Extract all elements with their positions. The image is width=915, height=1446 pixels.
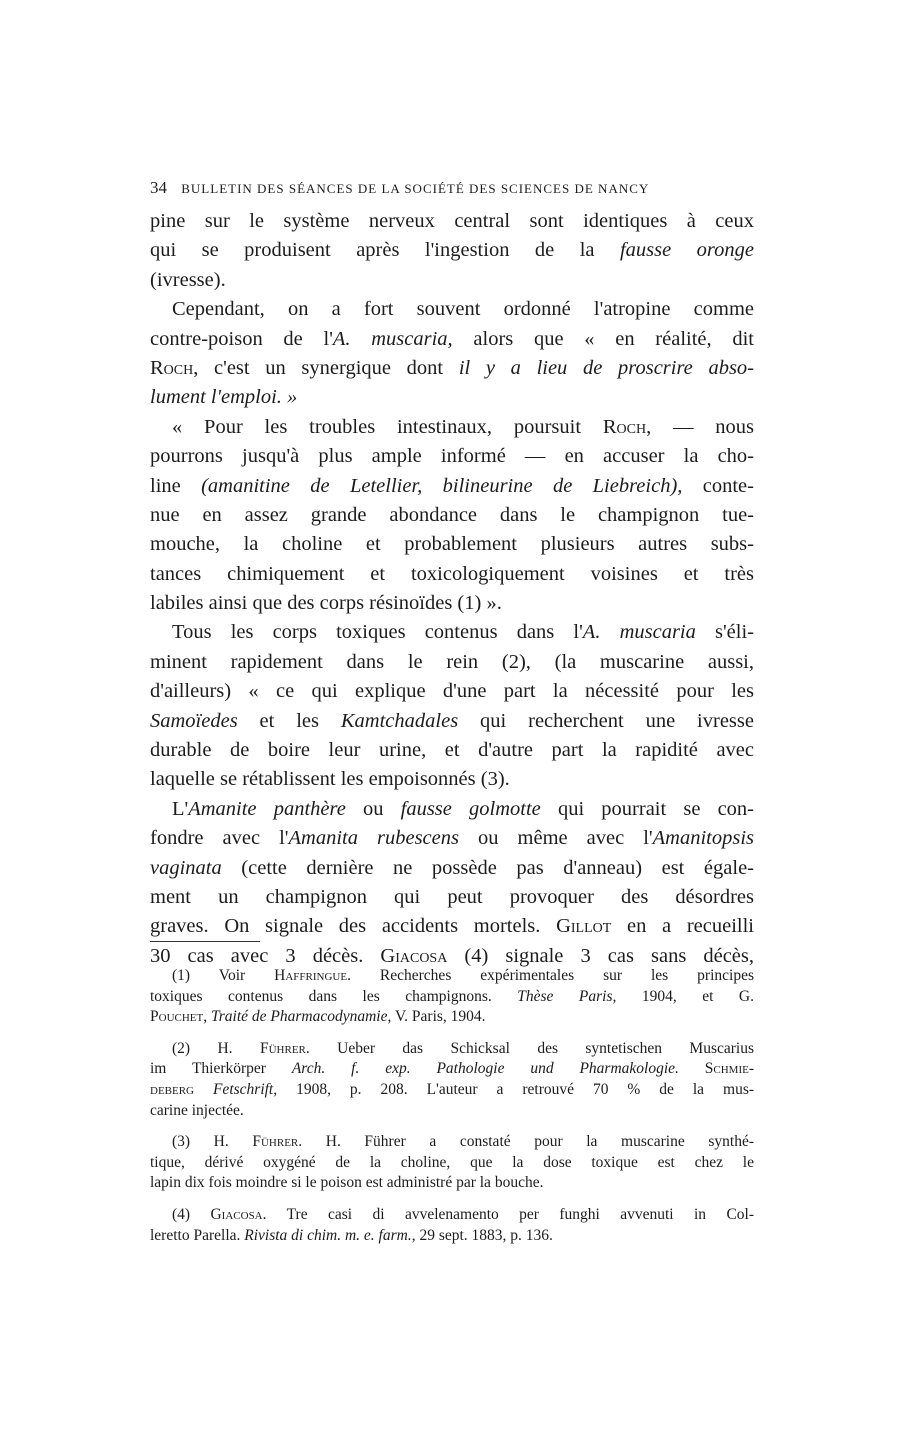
text-line: contre-poison de l'A. muscaria, alors que « en réalité, dit [150, 327, 754, 350]
author-name: Gillot [556, 915, 612, 938]
text-line: d'ailleurs) « ce qui explique d'une part la nécessité pour les [150, 680, 754, 703]
footnote-1: (1) Voir Haffringue. Recherches expérimentales sur les principes toxiques contenus dans les champignons. Thèse Paris, 1904, et G. Pouchet, Traité de Pharmacodynamie, V. Paris, 1904. [150, 967, 754, 1026]
text-line: Samoïedes et les Kamtchadales qui recherchent une ivresse [150, 709, 754, 732]
text-line: line (amanitine de Letellier, bilineurine de Liebreich), conte- [150, 474, 754, 497]
page-number: 34 [150, 178, 167, 197]
text-line: pine sur le système nerveux central sont identiques à ceux [150, 210, 754, 232]
author-name: Giacosa [380, 944, 448, 967]
text-line: tances chimiquement et toxicologiquement voisines et très [150, 562, 754, 585]
text-line: durable de boire leur urine, et d'autre part la rapidité avec [150, 739, 754, 762]
text-line: lument l'emploi. » [150, 386, 298, 409]
text-line: Tous les corps toxiques contenus dans l'A. muscaria s'éli- [172, 621, 754, 644]
text-line: (ivresse). [150, 268, 226, 291]
text-line: graves. On signale des accidents mortels. Gillot en a recueilli [150, 915, 754, 938]
footnote-2: (2) H. Führer. Ueber das Schicksal des syntetischen Muscarius im Thierkörper Arch. f. exp. Pathologie und Pharmakologie. Schmie- deberg Fetschrift, 1908, p. 208. L'auteur a retrouvé 70 % de la mus- carine injectée. [150, 1039, 754, 1119]
text-line: pourrons jusqu'à plus ample informé — en accuser la cho- [150, 445, 754, 468]
text-line: « Pour les troubles intestinaux, poursuit Roch, — nous [172, 415, 754, 438]
text-line: labiles ainsi que des corps résinoïdes (1) ». [150, 592, 502, 615]
text-line: nue en assez grande abondance dans le champignon tue- [150, 503, 754, 526]
text-line: qui se produisent après l'ingestion de la fausse oronge [150, 239, 754, 262]
footnote-separator [150, 941, 260, 942]
footnotes [150, 966, 754, 1257]
author-name: Roch [602, 415, 647, 438]
footnote-4: (4) Giacosa. Tre casi di avvelenamento per funghi avvenuti in Col- leretto Parella. Rivista di chim. m. e. farm., 29 sept. 1883, p. 136. [150, 1205, 754, 1244]
author-name: Roch [150, 356, 194, 379]
footnote-3: (3) H. Führer. H. Führer a constaté pour la muscarine synthé- tique, dérivé oxygéné de la choline, que la dose toxique est chez le lapin dix fois moindre si le poison est administré par la bouche. [150, 1133, 754, 1192]
text-line: Roch, c'est un synergique dont il y a lieu de proscrire abso- [150, 356, 754, 379]
text-line: minent rapidement dans le rein (2), (la muscarine aussi, [150, 650, 754, 673]
main-text [150, 207, 754, 971]
text-line: mouche, la choline et probablement plusieurs autres subs- [150, 533, 754, 556]
running-header [150, 178, 754, 198]
text-line: ment un champignon qui peut provoquer des désordres [150, 885, 754, 908]
text-line: L'Amanite panthère ou fausse golmotte qui pourrait se con- [172, 797, 754, 820]
running-title: BULLETIN DES SÉANCES DE LA SOCIÉTÉ DES SCIENCES DE NANCY [181, 181, 650, 196]
text-line: Cependant, on a fort souvent ordonné l'atropine comme [172, 298, 754, 321]
text-line: fondre avec l'Amanita rubescens ou même avec l'Amanitopsis [150, 827, 754, 850]
text-line: 30 cas avec 3 décès. Giacosa (4) signale 3 cas sans décès, [150, 944, 754, 967]
text-line: laquelle se rétablissent les empoisonnés (3). [150, 768, 510, 791]
text-line: vaginata (cette dernière ne possède pas d'anneau) est égale- [150, 856, 754, 879]
